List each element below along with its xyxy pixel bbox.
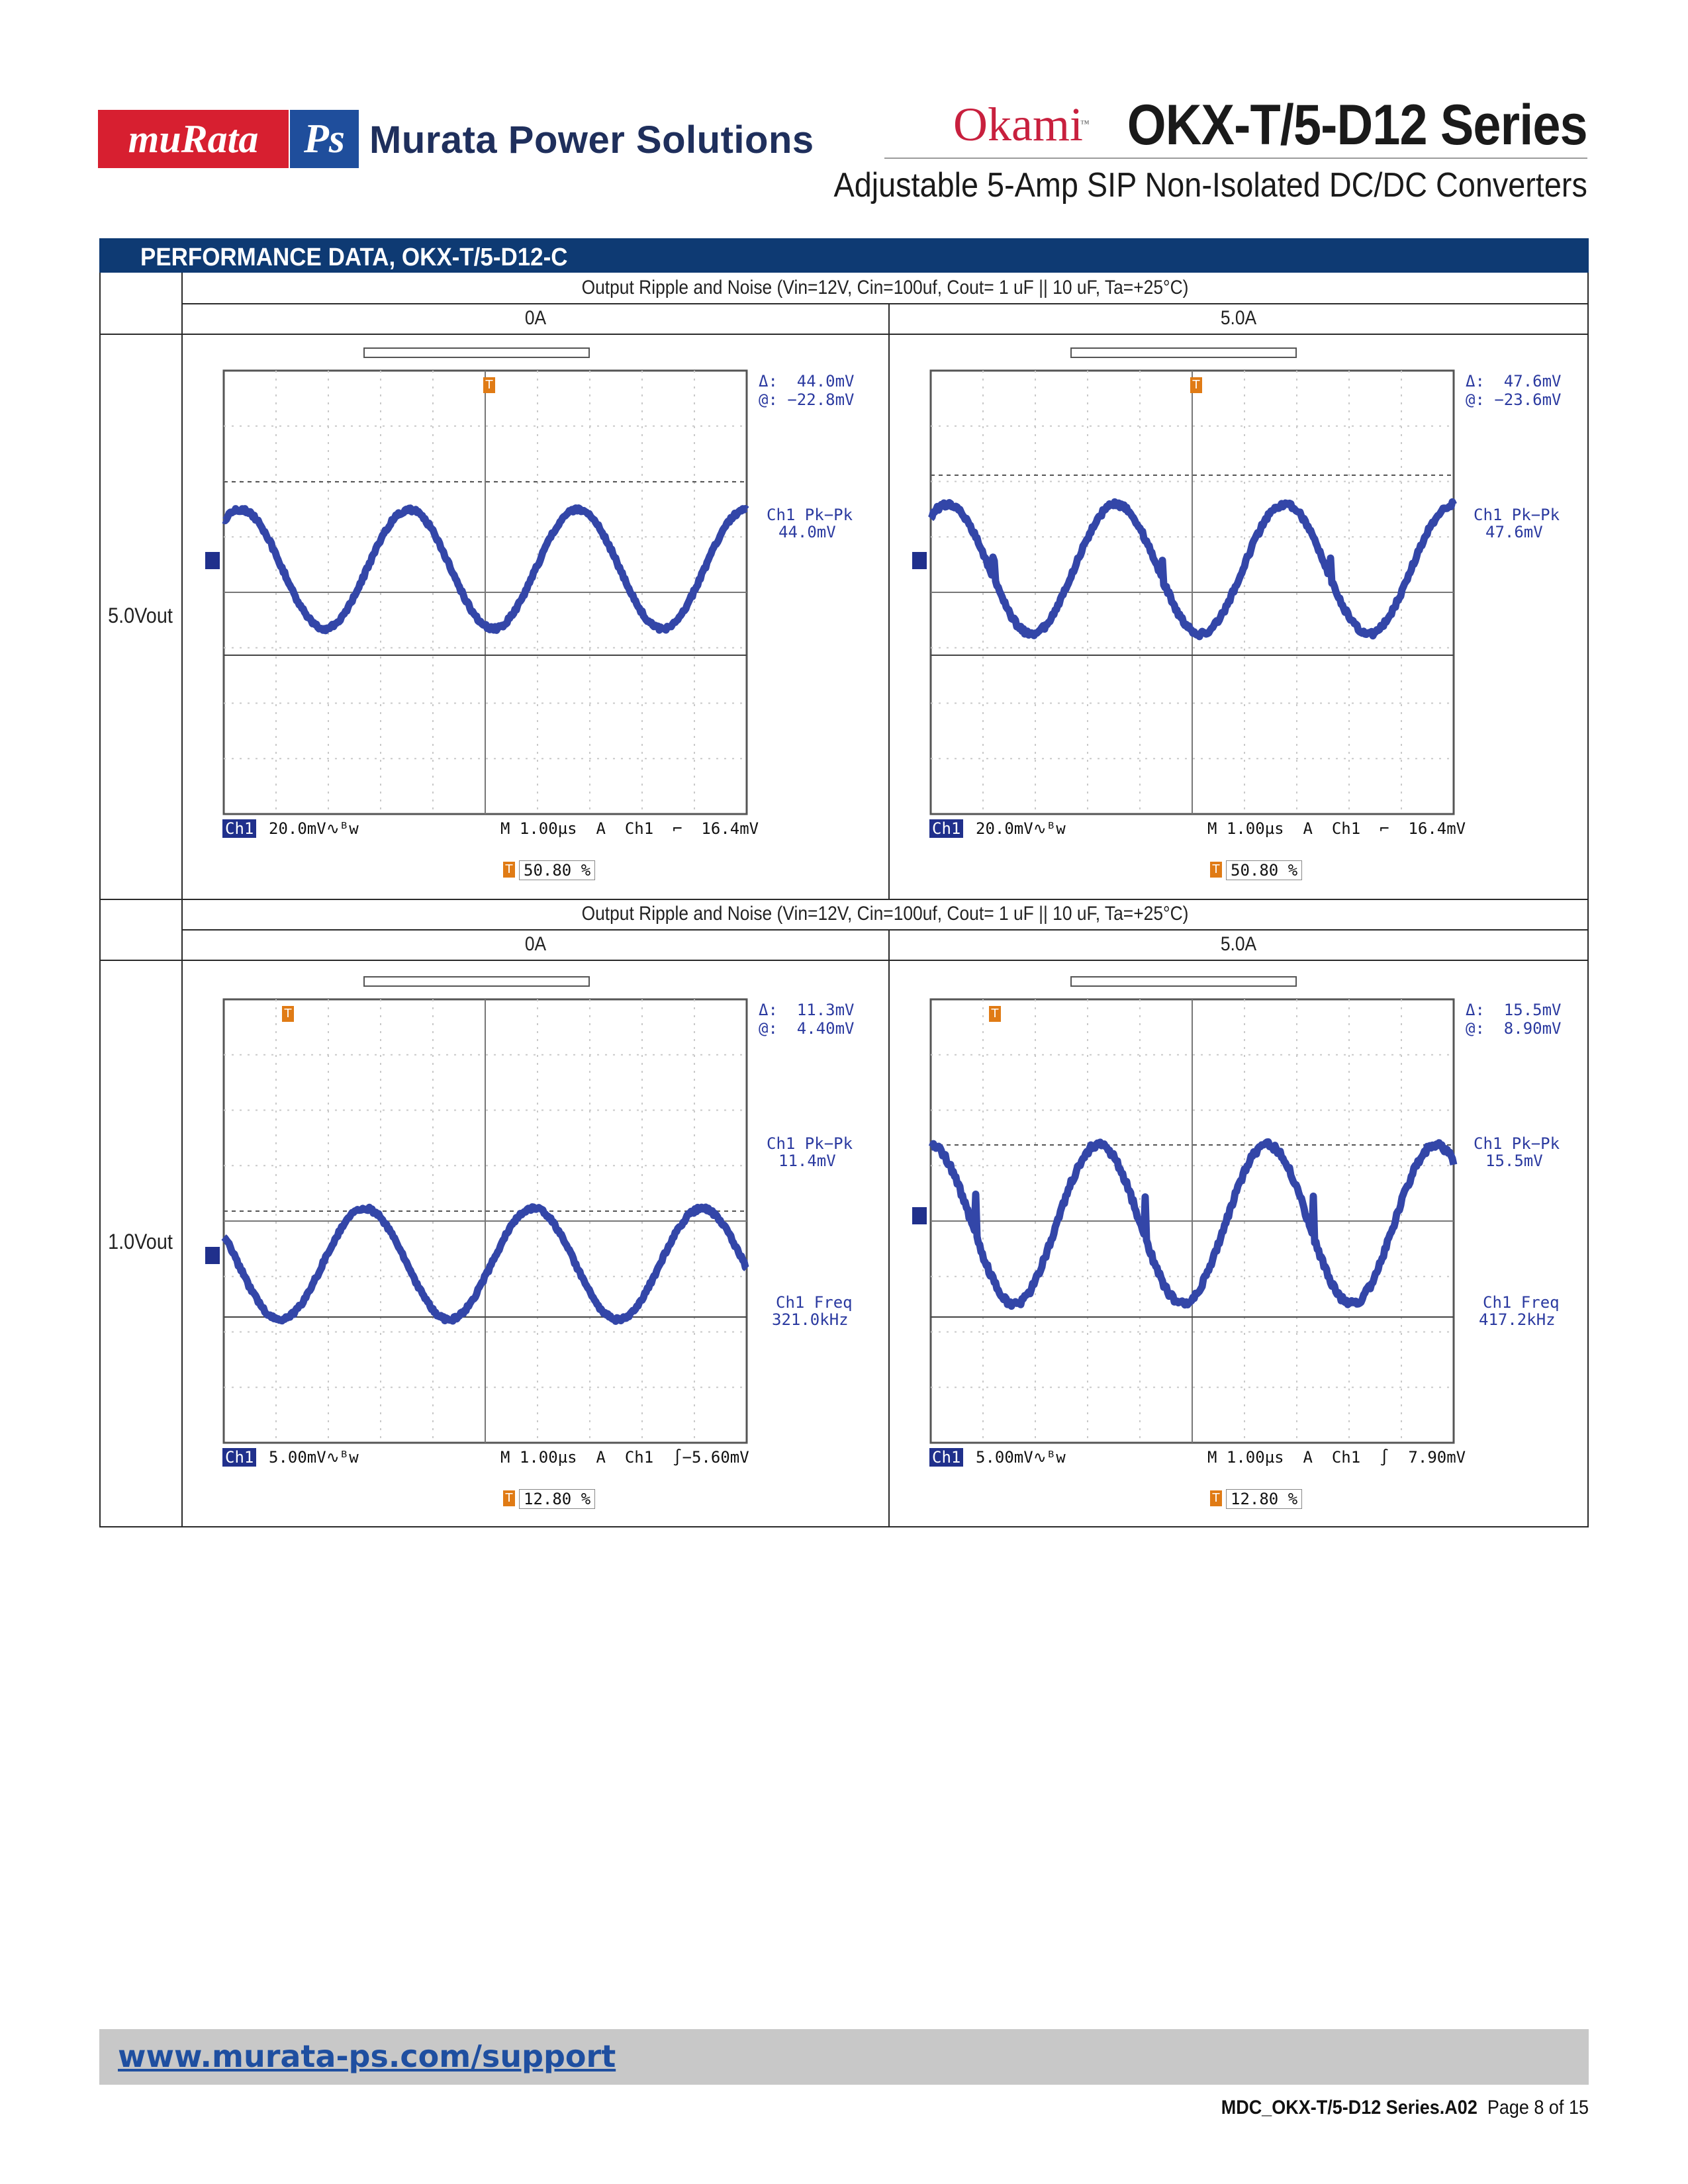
trigger-position-readout: 12.80 % xyxy=(519,1489,595,1509)
trigger-position-icon: T xyxy=(503,862,515,878)
frequency-label: Ch1 Freq xyxy=(1483,1293,1560,1312)
scope-plot xyxy=(912,344,1574,887)
cursor-delta-readout: Δ: 47.6mV xyxy=(1466,372,1562,390)
document-id: MDC_OKX-T/5-D12 Series.A02 xyxy=(1221,2097,1477,2118)
frequency-label: Ch1 Freq xyxy=(776,1293,853,1312)
cursor-delta-readout: Δ: 44.0mV xyxy=(759,372,855,390)
channel-tag: Ch1 xyxy=(222,1448,256,1467)
cursor-position-readout: @: −23.6mV xyxy=(1466,390,1562,409)
page-number: Page 8 of 15 xyxy=(1487,2097,1589,2118)
load-header-0a-row1: 0A xyxy=(524,307,547,329)
measurement-value: 11.4mV xyxy=(778,1152,836,1170)
timebase-readout: M 1.00µs A Ch1 ∫ 7.90mV xyxy=(1207,1448,1466,1467)
scope-plot xyxy=(912,973,1574,1516)
frequency-value: 321.0kHz xyxy=(772,1310,849,1329)
measurement-label: Ch1 Pk−Pk xyxy=(1474,506,1560,524)
trigger-marker-icon: T xyxy=(989,1006,1001,1022)
murata-logo: muRata xyxy=(98,110,289,168)
measurement-value: 15.5mV xyxy=(1485,1152,1543,1170)
header-divider xyxy=(884,158,1587,159)
okami-logo: Okami™ xyxy=(953,98,1090,151)
channel-scale: 20.0mV∿ᴮw xyxy=(976,819,1066,838)
channel-scale: 5.00mV∿ᴮw xyxy=(269,1448,359,1467)
measurement-value: 44.0mV xyxy=(778,523,836,541)
trigger-position-readout: 50.80 % xyxy=(1226,860,1302,880)
trigger-position-icon: T xyxy=(503,1490,515,1506)
trigger-marker-icon: T xyxy=(1190,377,1202,393)
ps-logo: Ps xyxy=(290,110,359,168)
ripple-caption-row2: Output Ripple and Noise (Vin=12V, Cin=100uf, Cout= 1 uF || 10 uF, Ta=+25°C) xyxy=(581,903,1189,925)
trigger-marker-icon: T xyxy=(282,1006,294,1022)
company-name: Murata Power Solutions xyxy=(369,118,814,161)
cursor-delta-readout: Δ: 15.5mV xyxy=(1466,1001,1562,1019)
load-header-5a-row2: 5.0A xyxy=(1220,933,1257,955)
channel-tag: Ch1 xyxy=(222,819,256,838)
okami-logo-text: Okami xyxy=(953,98,1083,151)
trigger-position-readout: 50.80 % xyxy=(519,860,595,880)
channel-scale: 20.0mV∿ᴮw xyxy=(269,819,359,838)
scope-plot xyxy=(205,973,867,1516)
row-label-1v: 1.0Vout xyxy=(108,1230,173,1253)
page-reference xyxy=(1221,2097,1589,2119)
cursor-position-readout: @: 4.40mV xyxy=(759,1019,855,1038)
scope-screen xyxy=(205,973,867,1516)
ripple-caption-row1: Output Ripple and Noise (Vin=12V, Cin=100uf, Cout= 1 uF || 10 uF, Ta=+25°C) xyxy=(581,277,1189,298)
timebase-readout: M 1.00µs A Ch1 ⌐ 16.4mV xyxy=(1207,819,1466,838)
channel-scale: 5.00mV∿ᴮw xyxy=(976,1448,1066,1467)
channel-tag: Ch1 xyxy=(929,819,963,838)
footer-bar xyxy=(99,2029,1589,2085)
trigger-position-readout: 12.80 % xyxy=(1226,1489,1302,1509)
measurement-label: Ch1 Pk−Pk xyxy=(767,1134,853,1153)
load-header-0a-row2: 0A xyxy=(524,933,547,955)
measurement-value: 47.6mV xyxy=(1485,523,1543,541)
trigger-marker-icon: T xyxy=(483,377,495,393)
section-title: PERFORMANCE DATA, OKX-T/5-D12-C xyxy=(140,244,568,271)
scope-screen xyxy=(912,344,1574,887)
cursor-position-readout: @: −22.8mV xyxy=(759,390,855,409)
trigger-position-icon: T xyxy=(1210,862,1222,878)
scope-plot xyxy=(205,344,867,887)
channel-tag: Ch1 xyxy=(929,1448,963,1467)
section-header-bar xyxy=(99,238,1589,273)
cursor-position-readout: @: 8.90mV xyxy=(1466,1019,1562,1038)
timebase-readout: M 1.00µs A Ch1 ∫−5.60mV xyxy=(500,1448,749,1467)
load-header-5a-row1: 5.0A xyxy=(1220,307,1257,329)
scope-screen xyxy=(912,973,1574,1516)
row-label-5v: 5.0Vout xyxy=(108,604,173,627)
document-subtitle: Adjustable 5-Amp SIP Non-Isolated DC/DC Converters xyxy=(833,166,1587,205)
frequency-value: 417.2kHz xyxy=(1479,1310,1556,1329)
trigger-position-icon: T xyxy=(1210,1490,1222,1506)
measurement-label: Ch1 Pk−Pk xyxy=(1474,1134,1560,1153)
support-link[interactable]: www.murata-ps.com/support xyxy=(118,2038,616,2074)
timebase-readout: M 1.00µs A Ch1 ⌐ 16.4mV xyxy=(500,819,759,838)
measurement-label: Ch1 Pk−Pk xyxy=(767,506,853,524)
scope-screen xyxy=(205,344,867,887)
cursor-delta-readout: Δ: 11.3mV xyxy=(759,1001,855,1019)
series-title: OKX-T/5-D12 Series xyxy=(1127,93,1587,157)
